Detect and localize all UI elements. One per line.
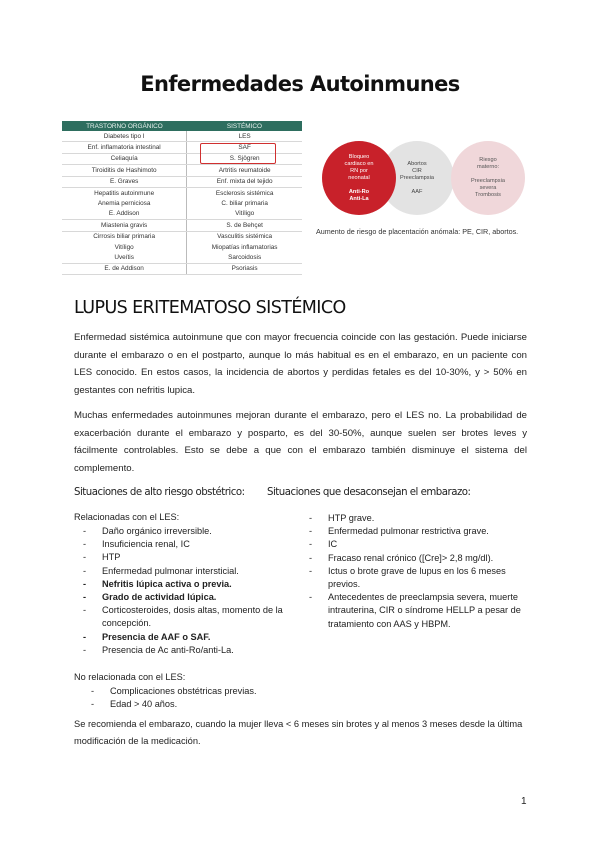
related-list bbox=[80, 525, 300, 657]
page-number: 1 bbox=[521, 796, 527, 807]
table-row bbox=[62, 165, 302, 176]
cell-systemic: S. de Behçet bbox=[187, 220, 302, 231]
venn-pink-line: materno: bbox=[476, 164, 500, 170]
venn-red-line: Bloqueo bbox=[348, 153, 370, 160]
cell-organ: Hepatitis autoinmune bbox=[62, 187, 187, 198]
venn-pink-line: severa bbox=[479, 185, 497, 191]
venn-red-line: neonatal bbox=[348, 174, 370, 181]
related-label: Relacionadas con el LES: bbox=[74, 512, 180, 522]
unrelated-label: No relacionada con el LES: bbox=[74, 672, 186, 682]
paragraph-1: Enfermedad sistémica autoinmune que con mayor frecuencia coincide con las gestación. Puede iniciarse durante el embarazo o en el postparto, aunque lo más habitual es en el embarazo, en un paciente con LES conocido. En estos casos, la incidencia de abortos y perdidas fetales es del 10-30%, y > 50% en gestantes con nefritis lupica. bbox=[74, 332, 527, 396]
list-item: - Enfermedad pulmonar intersticial. bbox=[80, 565, 300, 578]
list-item: - Ictus o brote grave de lupus en los 6 meses previos. bbox=[306, 565, 526, 591]
subtitle-high-risk: Situaciones de alto riesgo obstétrico: bbox=[74, 487, 245, 498]
cell-systemic: Psoriasis bbox=[187, 263, 302, 274]
list-item: - Grado de actividad lúpica. bbox=[80, 591, 300, 604]
venn-circle-pink bbox=[451, 141, 525, 215]
page-title: Enfermedades Autoinmunes bbox=[140, 72, 460, 96]
cell-organ: E. de Addison bbox=[62, 263, 187, 274]
venn-red-line: Anti-Ro bbox=[348, 188, 370, 195]
cell-organ: Celiaquía bbox=[62, 153, 187, 164]
table-row bbox=[62, 187, 302, 198]
paragraph-2: Muchas enfermedades autoinmunes mejoran durante el embarazo, pero el LES no. La probabilidad de exacerbación durante el embarazo y posparto, es del 30-50%, aunque suelen ser brotes leves y fácilmente controlables. Esto se debe a que con el embarazo también disminuye el sistema del complemento. bbox=[74, 410, 527, 474]
cell-systemic: Miopatías inflamatorias bbox=[211, 243, 278, 251]
table-header-row bbox=[62, 121, 302, 131]
list-item: - Presencia de Ac anti-Ro/anti-La. bbox=[80, 644, 300, 657]
venn-red-line: cardiaco en bbox=[344, 160, 374, 167]
list-item: - Daño orgánico irreversible. bbox=[80, 525, 300, 538]
recommendation-text: Se recomienda el embarazo, cuando la mujer lleva < 6 meses sin brotes y al menos 3 meses desde la última modificación de la medicación. bbox=[74, 719, 523, 746]
cell-systemic: C. biliar primaria bbox=[221, 200, 268, 208]
list-item: - HTP bbox=[80, 551, 300, 564]
cell-organ: Cirrosis biliar primaria bbox=[62, 231, 187, 242]
section-title: LUPUS ERITEMATOSO SISTÉMICO bbox=[74, 298, 346, 318]
venn-circle-red bbox=[322, 141, 396, 215]
cell-organ: E. Graves bbox=[62, 176, 187, 187]
venn-gray-line: AAF bbox=[411, 188, 423, 195]
cell-organ: Miastenia gravis bbox=[62, 220, 187, 231]
list-item: - Antecedentes de preeclampsia severa, muerte intrauterina, CIR o síndrome HELLP a pesar de tratamiento con AAS y HBPM. bbox=[306, 591, 526, 631]
cell-systemic: SAF bbox=[187, 142, 302, 153]
venn-caption: Aumento de riesgo de placentación anómala: PE, CIR, abortos. bbox=[316, 227, 519, 236]
list-item: - Fracaso renal crónico ([Cre]> 2,8 mg/dl). bbox=[306, 552, 526, 565]
list-item: - Edad > 40 años. bbox=[88, 698, 328, 711]
list-item: - Enfermedad pulmonar restrictiva grave. bbox=[306, 525, 526, 538]
venn-gray-line: CIR bbox=[412, 167, 422, 174]
table-row bbox=[62, 176, 302, 187]
unrelated-list bbox=[88, 685, 328, 711]
table-row bbox=[62, 131, 302, 142]
cell-organ: Uveítis bbox=[62, 252, 187, 263]
venn-gray-line: Preeclampsia bbox=[400, 174, 434, 181]
list-item: - Nefritis lúpica activa o previa. bbox=[80, 578, 300, 591]
header-systemic: SISTÉMICO bbox=[187, 121, 302, 131]
list-item: - Presencia de AAF o SAF. bbox=[80, 631, 300, 644]
highlight-box bbox=[200, 143, 276, 164]
cell-organ: Enf. inflamatoria intestinal bbox=[62, 142, 187, 153]
cell-organ: Vitíligo bbox=[62, 242, 187, 252]
cell-organ: Anemia perniciosa bbox=[62, 198, 187, 208]
cell-systemic: Esclerosis sistémica bbox=[215, 189, 274, 197]
venn-pink-line: Trombosis bbox=[475, 192, 501, 198]
cell-systemic: S. Sjögren bbox=[187, 153, 302, 164]
cell-systemic: Vitíligo bbox=[187, 209, 302, 220]
venn-gray-line: Abortos bbox=[407, 160, 427, 167]
table-row bbox=[62, 220, 302, 231]
cell-systemic: Vasculitis sistémica bbox=[217, 233, 273, 241]
cell-systemic: Enf. mixta del tejido bbox=[187, 176, 302, 187]
cell-organ: E. Addison bbox=[62, 209, 187, 220]
table-row bbox=[62, 231, 302, 242]
table-row bbox=[62, 209, 302, 220]
header-organ: TRASTORNO ORGÁNICO bbox=[62, 121, 187, 131]
venn-red-line: RN por bbox=[350, 167, 368, 174]
discourage-list bbox=[306, 512, 526, 631]
venn-red-line: Anti-La bbox=[349, 195, 369, 202]
list-item: - Insuficiencia renal, IC bbox=[80, 538, 300, 551]
venn-pink-line: Riesgo bbox=[479, 157, 497, 163]
venn-pink-line: Preeclampsia bbox=[471, 178, 505, 184]
list-item: - IC bbox=[306, 538, 526, 551]
cell-organ: Diabetes tipo I bbox=[62, 131, 187, 142]
table-row bbox=[62, 242, 302, 252]
table-row bbox=[62, 198, 302, 208]
list-item: - Complicaciones obstétricas previas. bbox=[88, 685, 328, 698]
table-row bbox=[62, 252, 302, 263]
cell-systemic: LES bbox=[187, 131, 302, 142]
cell-systemic: Artritis reumatoide bbox=[187, 165, 302, 176]
cell-systemic: Sarcoidosis bbox=[187, 252, 302, 263]
cell-organ: Tiroiditis de Hashimoto bbox=[62, 165, 187, 176]
subtitle-discourage: Situaciones que desaconsejan el embarazo: bbox=[267, 487, 471, 498]
list-item: - HTP grave. bbox=[306, 512, 526, 525]
table-row bbox=[62, 263, 302, 274]
list-item: - Corticosteroides, dosis altas, momento de la concepción. bbox=[80, 604, 300, 630]
